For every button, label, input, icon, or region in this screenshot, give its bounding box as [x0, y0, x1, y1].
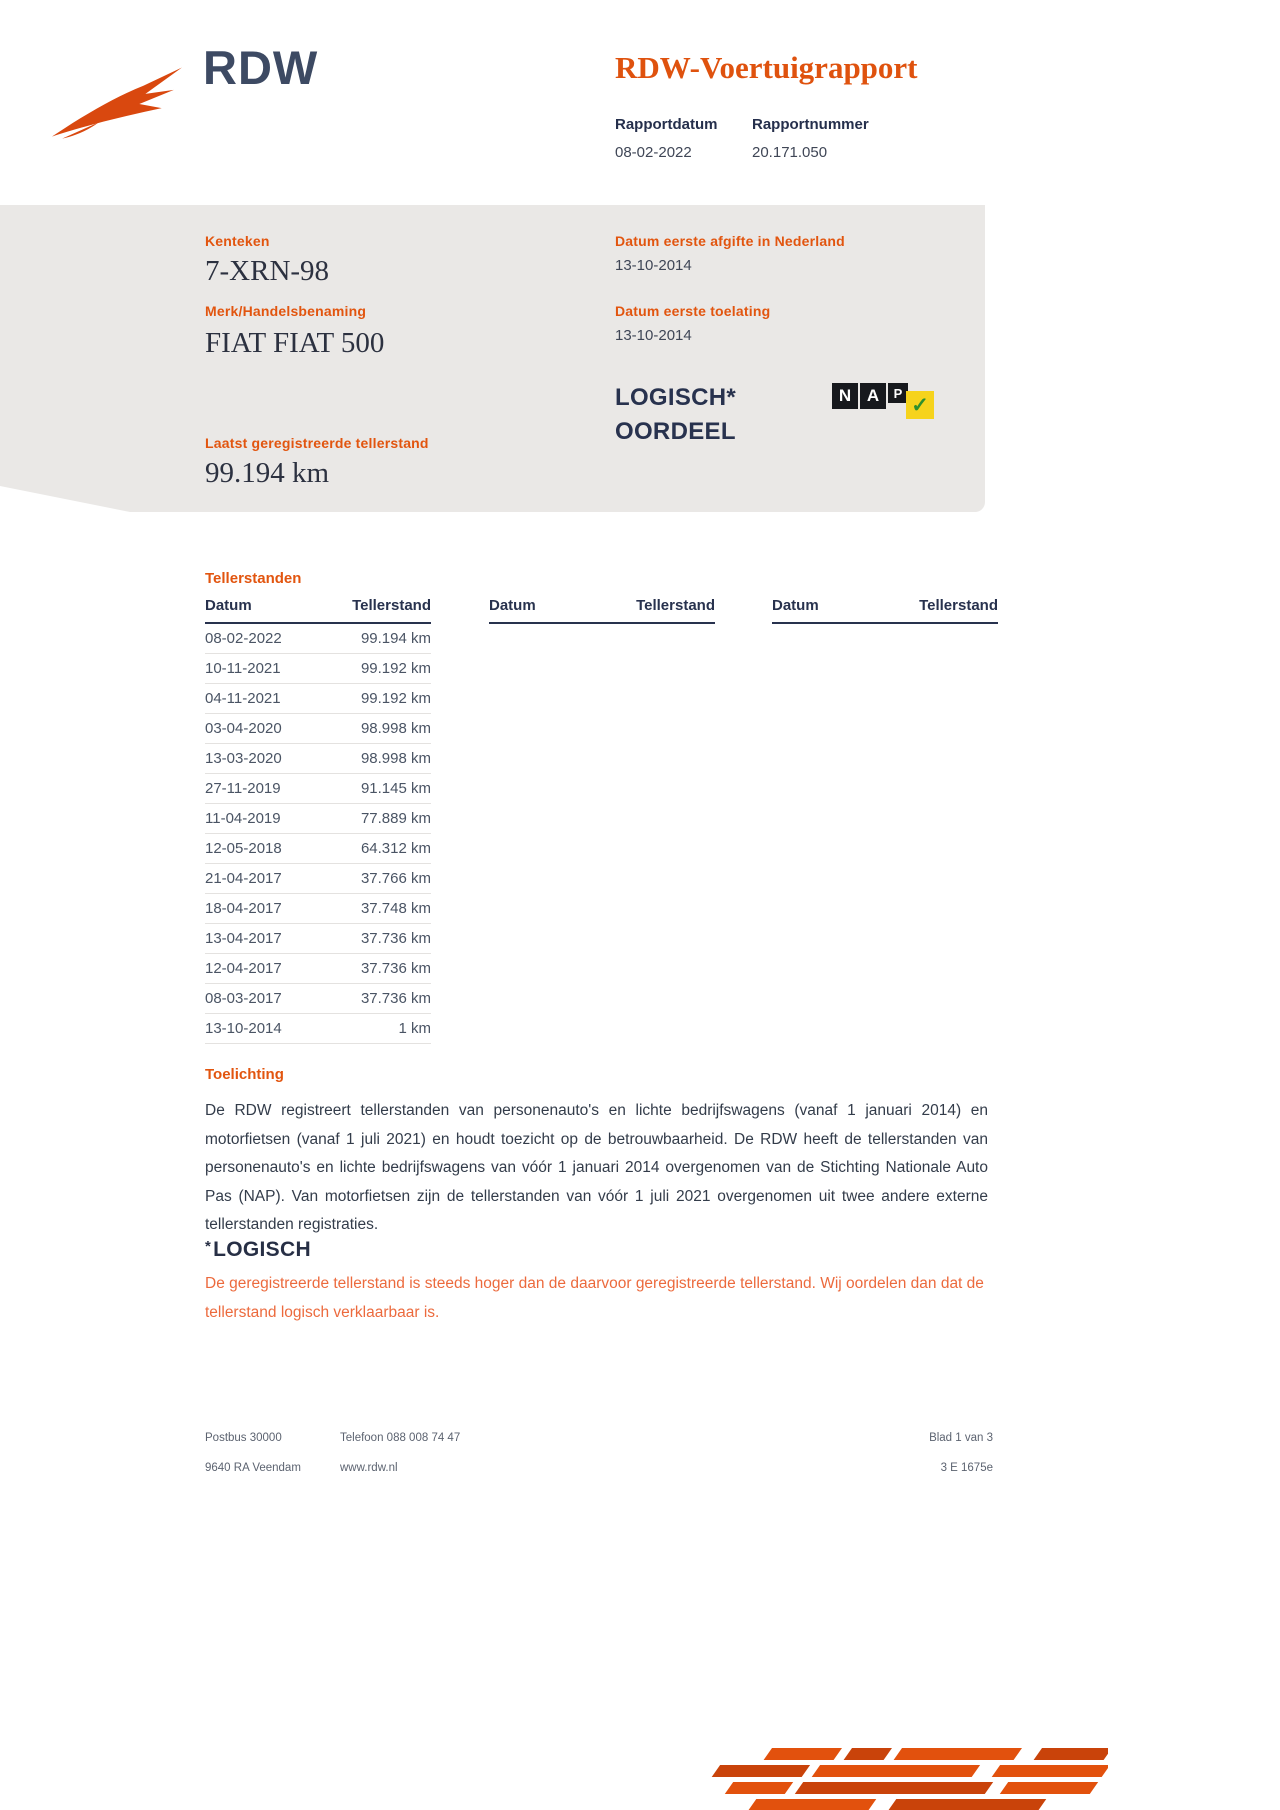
tellerstanden-table-group-2 [489, 597, 715, 624]
oordeel-text [615, 381, 736, 449]
table-row [205, 624, 431, 654]
vehicle-summary-panel [0, 205, 985, 512]
tellerstanden-heading: Tellerstanden [205, 570, 302, 587]
row-datum: 13-04-2017 [205, 930, 282, 947]
report-number-value: 20.171.050 [752, 144, 828, 161]
merk-value: FIAT FIAT 500 [205, 327, 385, 359]
row-datum: 03-04-2020 [205, 720, 282, 737]
row-tellerstand: 91.145 km [360, 780, 431, 797]
table-row [205, 804, 431, 834]
row-datum: 27-11-2019 [205, 780, 281, 797]
eerste-toelating-value: 13-10-2014 [615, 327, 692, 344]
nap-check-icon: ✓ [906, 391, 934, 419]
row-datum: 12-04-2017 [205, 960, 282, 977]
column-header-datum: Datum [772, 597, 819, 614]
table-row [205, 834, 431, 864]
table-row [205, 714, 431, 744]
table-row [205, 1014, 431, 1044]
logisch-heading [205, 1238, 311, 1262]
row-tellerstand: 98.998 km [360, 750, 431, 767]
eerste-afgifte-value: 13-10-2014 [615, 257, 692, 274]
row-datum: 13-10-2014 [205, 1020, 282, 1037]
row-datum: 10-11-2021 [205, 660, 281, 677]
table-header [489, 597, 715, 624]
row-datum: 08-02-2022 [205, 630, 282, 647]
row-datum: 21-04-2017 [205, 870, 282, 887]
eerste-toelating-label: Datum eerste toelating [615, 303, 771, 319]
row-tellerstand: 77.889 km [360, 810, 431, 827]
footer-address-line1: Postbus 30000 [205, 1432, 282, 1444]
nap-letter-p: P [888, 383, 908, 403]
merk-label: Merk/Handelsbenaming [205, 303, 367, 319]
table-row [205, 684, 431, 714]
row-tellerstand: 37.736 km [360, 960, 431, 977]
rdw-logo-icon [52, 62, 184, 140]
logisch-paragraph: De geregistreerde tellerstand is steeds hoger dan de daarvoor geregistreerde tellerstand. Wij oordelen dan dat de tellerstand logisch verklaarbaar is. [205, 1275, 984, 1321]
nap-letter-a: A [860, 383, 886, 409]
row-tellerstand: 98.998 km [360, 720, 431, 737]
table-row [205, 954, 431, 984]
table-header [772, 597, 998, 624]
report-date-value: 08-02-2022 [615, 144, 692, 161]
column-header-datum: Datum [489, 597, 536, 614]
laatste-tellerstand-label: Laatst geregistreerde tellerstand [205, 435, 429, 451]
row-tellerstand: 37.748 km [360, 900, 431, 917]
row-tellerstand: 99.192 km [360, 690, 431, 707]
logisch-asterisk: * [205, 1238, 212, 1255]
tellerstanden-rows [205, 624, 431, 1044]
table-row [205, 744, 431, 774]
footer-address-line2: 9640 RA Veendam [205, 1462, 301, 1474]
row-datum: 18-04-2017 [205, 900, 282, 917]
footer-phone: Telefoon 088 008 74 47 [340, 1432, 461, 1444]
rdw-speedlines-graphic-icon [672, 1748, 1108, 1810]
summary-corner-notch [0, 486, 130, 512]
column-header-tellerstand: Tellerstand [636, 597, 715, 614]
row-tellerstand: 1 km [398, 1020, 431, 1037]
row-tellerstand: 37.736 km [360, 930, 431, 947]
document-title: RDW-Voertuigrapport [615, 50, 918, 85]
kenteken-label: Kenteken [205, 233, 270, 249]
row-datum: 13-03-2020 [205, 750, 282, 767]
tellerstanden-table-group-1 [205, 597, 431, 1044]
table-row [205, 774, 431, 804]
footer-website: www.rdw.nl [340, 1462, 398, 1474]
table-row [205, 894, 431, 924]
row-datum: 04-11-2021 [205, 690, 281, 707]
eerste-afgifte-label: Datum eerste afgifte in Nederland [615, 233, 845, 249]
row-datum: 12-05-2018 [205, 840, 282, 857]
column-header-tellerstand: Tellerstand [352, 597, 431, 614]
report-number-label: Rapportnummer [752, 116, 869, 133]
table-row [205, 654, 431, 684]
table-row [205, 864, 431, 894]
tellerstanden-table-group-3 [772, 597, 998, 624]
row-tellerstand: 99.194 km [360, 630, 431, 647]
table-header [205, 597, 431, 624]
oordeel-line1: LOGISCH* [615, 384, 737, 411]
footer-form-code: 3 E 1675e [940, 1462, 993, 1474]
toelichting-heading: Toelichting [205, 1066, 284, 1083]
row-tellerstand: 64.312 km [360, 840, 431, 857]
nap-letter-n: N [832, 383, 858, 409]
report-date-label: Rapportdatum [615, 116, 718, 133]
nap-logo [832, 383, 934, 419]
row-tellerstand: 37.766 km [360, 870, 431, 887]
logisch-heading-text: LOGISCH [213, 1238, 311, 1261]
row-tellerstand: 37.736 km [360, 990, 431, 1007]
laatste-tellerstand-value: 99.194 km [205, 457, 330, 489]
rdw-wordmark: RDW [203, 41, 319, 94]
column-header-datum: Datum [205, 597, 252, 614]
kenteken-value: 7-XRN-98 [205, 255, 330, 287]
row-datum: 11-04-2019 [205, 810, 281, 827]
toelichting-paragraph: De RDW registreert tellerstanden van personenauto's en lichte bedrijfswagens (vanaf 1 januari 2014) en motorfietsen (vanaf 1 juli 2021) en houdt toezicht op de betrouwbaarheid. De RDW heeft de tellerstanden van personenauto's en lichte bedrijfswagens van vóór 1 januari 2014 overgenomen van de Stichting Nationale Auto Pas (NAP). Van motorfietsen zijn de tellerstanden van vóór 1 juli 2021 overgenomen uit twee andere externe tellerstanden registraties. [205, 1102, 988, 1233]
table-row [205, 924, 431, 954]
table-row [205, 984, 431, 1014]
column-header-tellerstand: Tellerstand [919, 597, 998, 614]
footer-page-indicator: Blad 1 van 3 [929, 1432, 993, 1444]
row-datum: 08-03-2017 [205, 990, 282, 1007]
row-tellerstand: 99.192 km [360, 660, 431, 677]
oordeel-line2: OORDEEL [615, 418, 736, 445]
